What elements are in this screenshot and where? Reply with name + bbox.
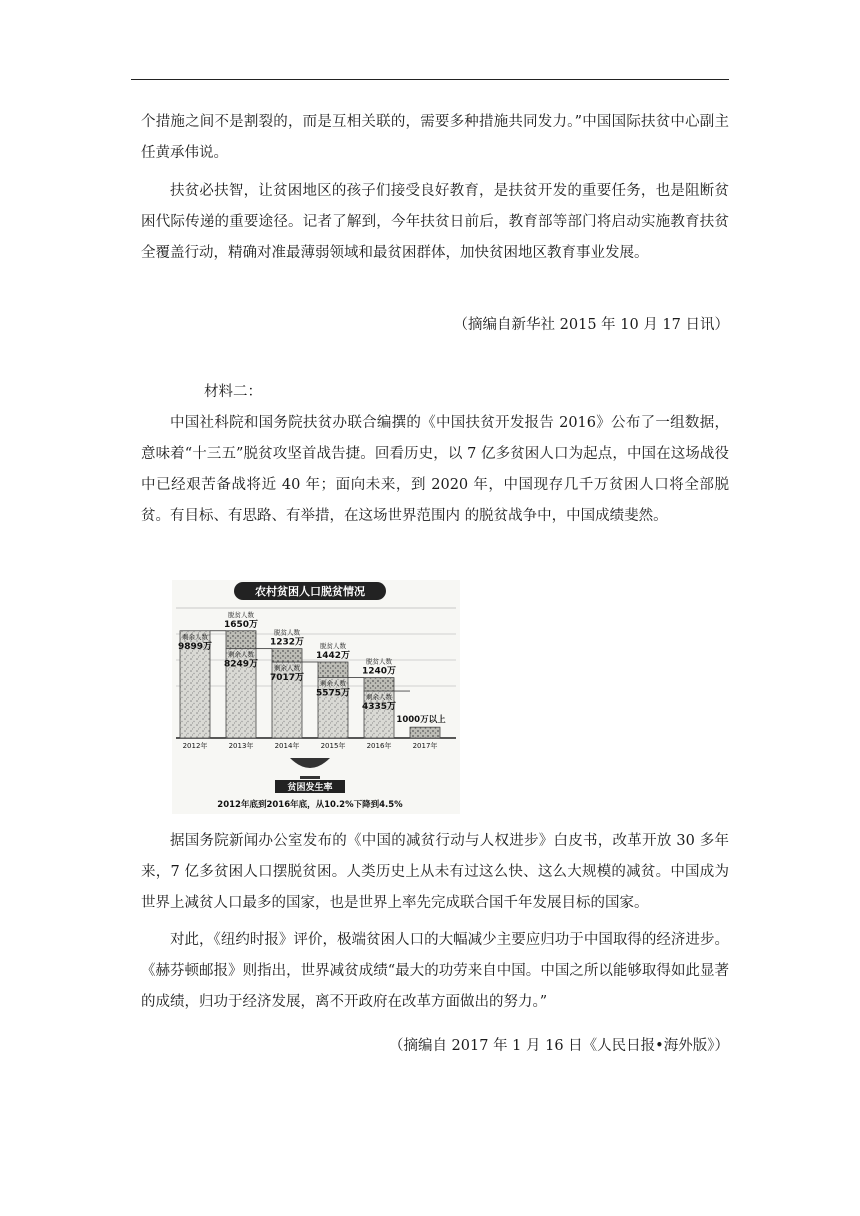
bar-remaining-value: 5575万 [315,688,351,699]
bar-2017-value: 1000万以上 [396,715,446,726]
bar-poverty-out-value: 1232万 [269,637,305,648]
chart-bottom-badge-text: 贫困发生率 [287,783,333,793]
x-tick-label: 2014年 [274,742,300,750]
poverty-chart [172,580,460,814]
x-tick-label: 2015年 [320,742,346,750]
x-tick-label: 2013年 [228,742,254,750]
bar-remaining-label: 剩余人数 [228,650,254,659]
header-rule [131,79,729,80]
bowl-icon [290,758,330,768]
paragraph-5: 对此，《纽约时报》评价，极端贫困人口的大幅减少主要应归功于中国取得的经济进步。《赫芬顿邮报》则指出，世界减贫成绩“最大的功劳来自中国。中国之所以能够取得如此显著的成绩，归功于经济发展，离不开政府在改革方面做出的努力。” [141,932,729,1010]
bar-poverty-out-label: 脱贫人数 [320,641,346,650]
bar-poverty-out-2016年 [364,678,394,691]
bar-remaining-label: 剩余人数 [182,632,208,641]
bar-remaining-value: 8249万 [223,659,259,670]
source-citation-2: （摘编自 2017 年 1 月 16 日《人民日报•海外版》） [388,1038,729,1054]
bar-poverty-out-value: 1240万 [361,666,397,677]
bar-poverty-out-2014年 [272,649,302,662]
x-tick-label: 2016年 [366,742,392,750]
bar-poverty-out-2013年 [226,631,256,649]
bar-poverty-out-value: 1442万 [315,650,351,661]
chart-footnote: 2012年底到2016年底，从10.2%下降到4.5% [217,800,403,810]
bar-poverty-out-2015年 [318,662,348,678]
bar-poverty-out-label: 脱贫人数 [274,628,300,637]
x-tick-label: 2017年 [412,742,438,750]
paragraph-1: 个措施之间不是割裂的，而是互相关联的，需要多种措施共同发力。”中国国际扶贫中心副主任黄承伟说。 [141,114,729,161]
bar-poverty-out-label: 脱贫人数 [366,657,392,666]
paragraph-2: 扶贫必扶智，让贫困地区的孩子们接受良好教育，是扶贫开发的重要任务，也是阻断贫困代际传递的重要途径。记者了解到，今年扶贫日前后，教育部等部门将启动实施教育扶贫全覆盖行动，精确对准最薄弱领域和最贫困群体，加快贫困地区教育事业发展。 [141,183,729,261]
source-citation-1: （摘编自新华社 2015 年 10 月 17 日讯） [453,317,729,333]
bar-remaining-value: 4335万 [361,702,397,713]
paragraph-4: 据国务院新闻办公室发布的《中国的减贫行动与人权进步》白皮书，改革开放 30 多年来，7 亿多贫困人口摆脱贫困。人类历史上从未有过这么快、这么大规模的减贫。中国成为世界上减贫人口最多的国家，也是世界上率先完成联合国千年发展目标的国家。 [141,833,729,911]
bowl-base-icon [300,776,320,779]
bar-remaining-label: 剩余人数 [274,663,300,672]
chart-title: 农村贫困人口脱贫情况 [255,585,365,598]
material-2-label: 材料二： [204,384,262,400]
bar-remaining-label: 剩余人数 [320,679,346,688]
bar-2017 [410,727,440,738]
bar-poverty-out-label: 脱贫人数 [228,610,254,619]
bar-remaining-label: 剩余人数 [366,693,392,702]
poverty-chart-svg [172,580,460,814]
bar-poverty-out-value: 1650万 [223,619,259,630]
bar-remaining-value: 7017万 [269,672,305,683]
paragraph-3: 中国社科院和国务院扶贫办联合编撰的《中国扶贫开发报告 2016》公布了一组数据，意味着“十三五”脱贫攻坚首战告捷。回看历史，以 7 亿多贫困人口为起点，中国在这场战役中已经艰苦备战将近 40 年；面向未来，到 2020 年，中国现存几千万贫困人口将全部脱贫。有目标、有思路、有举措，在这场世界范围内 的脱贫战争中，中国成绩斐然。 [141,415,729,524]
x-tick-label: 2012年 [182,742,208,750]
bar-remaining-value: 9899万 [177,641,213,652]
